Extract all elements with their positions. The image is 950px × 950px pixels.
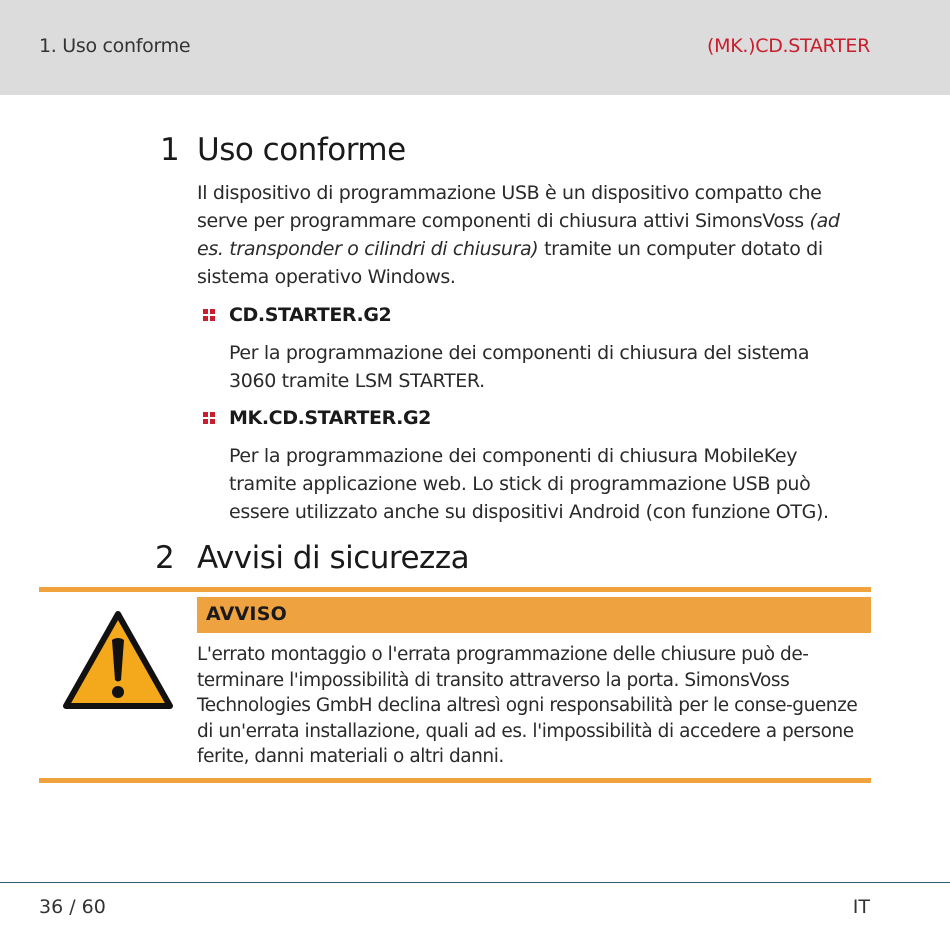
warning-triangle-icon xyxy=(62,610,174,710)
header-product: (MK.)CD.STARTER xyxy=(707,35,870,57)
red-square-grid-icon xyxy=(203,412,215,424)
item-2-label: MK.CD.STARTER.G2 xyxy=(229,407,431,429)
language-code: IT xyxy=(852,896,870,918)
intro-text-1: Il dispositivo di programmazione USB è un dispositivo compatto che serve per programmare componenti di chiusura attivi SimonsVoss xyxy=(197,182,822,232)
section-1-title: Uso conforme xyxy=(197,132,406,168)
item-1-label: CD.STARTER.G2 xyxy=(229,304,392,326)
section-1-intro xyxy=(197,179,867,291)
page-number: 36 / 60 xyxy=(39,896,106,918)
footer-rule xyxy=(0,882,950,883)
section-2-number: 2 xyxy=(155,540,175,576)
warning-text: L'errato montaggio o l'errata programmazione delle chiusure può de-terminare l'impossibilità di transito attraverso la porta. SimonsVoss Technologies GmbH declina altresì ogni responsabilità per le conse-guenze di un'errata installazione, quali ad es. l'impossibilità di accedere a persone ferite, danni materiali o altri danni. xyxy=(197,644,858,767)
warning-label: AVVISO xyxy=(206,603,287,625)
intro-text-2: tramite un computer dotato di sistema operativo Windows. xyxy=(197,238,823,288)
page-header xyxy=(0,0,950,95)
item-2-text: Per la programmazione dei componenti di chiusura MobileKey tramite applicazione web. Lo stick di programmazione USB può essere utilizzato anche su dispositivi Android (con funzione OTG). xyxy=(229,445,829,523)
header-chapter: 1. Uso conforme xyxy=(39,35,191,57)
section-2-title: Avvisi di sicurezza xyxy=(197,540,470,576)
warning-top-rule xyxy=(39,587,871,592)
section-1-number: 1 xyxy=(160,132,180,168)
item-1-text: Per la programmazione dei componenti di chiusura del sistema 3060 tramite LSM STARTER. xyxy=(229,342,810,392)
warning-bottom-rule xyxy=(39,778,871,783)
intro-text-italic: (ad es. transponder o cilindri di chiusura) xyxy=(197,210,840,260)
red-square-grid-icon xyxy=(203,309,215,321)
warning-header xyxy=(197,597,871,633)
